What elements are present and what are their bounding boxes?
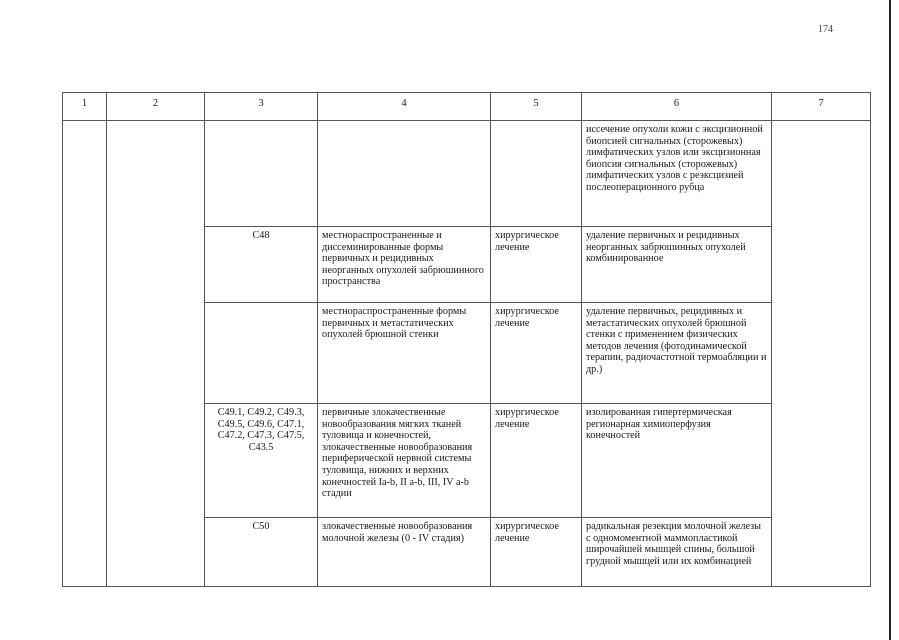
cell-code: C48 bbox=[205, 227, 318, 303]
column-header-5: 5 bbox=[491, 93, 582, 121]
cell-col7 bbox=[772, 227, 871, 303]
cell-method: радикальная резекция молочной железы с одномоментной маммопластикой широчайшей мышцей спины, большой грудной мышцей или их комбинацией bbox=[582, 518, 772, 587]
column-header-3: 3 bbox=[205, 93, 318, 121]
column-header-4: 4 bbox=[318, 93, 491, 121]
table-row bbox=[63, 404, 871, 518]
cell-method: удаление первичных и рецидивных неорганных забрюшинных опухолей комбинированное bbox=[582, 227, 772, 303]
table-row bbox=[63, 518, 871, 587]
column-header-7: 7 bbox=[772, 93, 871, 121]
table-row bbox=[63, 227, 871, 303]
column-header-6: 6 bbox=[582, 93, 772, 121]
table-row bbox=[63, 121, 871, 227]
cell-diagnosis: первичные злокачественные новообразования мягких тканей туловища и конечностей, злокачественные новообразования периферической нервной системы туловища, нижних и верхних конечностей Ia-b, II a-b, III, IV a-b стадии bbox=[318, 404, 491, 518]
cell-col7 bbox=[772, 121, 871, 227]
cell-method: иссечение опухоли кожи с эксцизионной биопсией сигнальных (сторожевых) лимфатических узлов или эксцизионная биопсия сигнальных (сторожевых) лимфатических узлов с реэксцизией послеоперационного рубца bbox=[582, 121, 772, 227]
cell-method: изолированная гипертермическая регионарная химиоперфузия конечностей bbox=[582, 404, 772, 518]
cell-col7 bbox=[772, 518, 871, 587]
cell-diagnosis bbox=[318, 121, 491, 227]
page-number: 174 bbox=[818, 24, 833, 35]
cell-col1 bbox=[63, 121, 107, 227]
cell-col2 bbox=[107, 121, 205, 227]
table-row bbox=[63, 303, 871, 404]
cell-diagnosis: злокачественные новообразования молочной железы (0 - IV стадия) bbox=[318, 518, 491, 587]
cell-col1 bbox=[63, 518, 107, 587]
cell-code bbox=[205, 121, 318, 227]
table-header-row bbox=[63, 93, 871, 121]
cell-code bbox=[205, 303, 318, 404]
cell-col2 bbox=[107, 303, 205, 404]
cell-code: C50 bbox=[205, 518, 318, 587]
cell-diagnosis: местнораспространенные формы первичных и метастатических опухолей брюшной стенки bbox=[318, 303, 491, 404]
cell-col7 bbox=[772, 404, 871, 518]
cell-treatment: хирургическое лечение bbox=[491, 404, 582, 518]
cell-col1 bbox=[63, 303, 107, 404]
cell-treatment: хирургическое лечение bbox=[491, 518, 582, 587]
cell-code: C49.1, C49.2, C49.3, C49.5, C49.6, C47.1, C47.2, C47.3, C47.5, C43.5 bbox=[205, 404, 318, 518]
cell-treatment: хирургическое лечение bbox=[491, 303, 582, 404]
cell-col2 bbox=[107, 404, 205, 518]
cell-col2 bbox=[107, 518, 205, 587]
cell-col2 bbox=[107, 227, 205, 303]
column-header-1: 1 bbox=[63, 93, 107, 121]
scan-edge bbox=[889, 0, 891, 640]
cell-col1 bbox=[63, 227, 107, 303]
cell-method: удаление первичных, рецидивных и метастатических опухолей брюшной стенки с применением физических методов лечения (фотодинамической терапии, радиочастотной термоабляции и др.) bbox=[582, 303, 772, 404]
cell-treatment bbox=[491, 121, 582, 227]
medical-care-table bbox=[62, 92, 871, 587]
column-header-2: 2 bbox=[107, 93, 205, 121]
cell-col7 bbox=[772, 303, 871, 404]
cell-treatment: хирургическое лечение bbox=[491, 227, 582, 303]
cell-diagnosis: местнораспространенные и диссеминированные формы первичных и рецидивных неорганных опухолей забрюшинного пространства bbox=[318, 227, 491, 303]
cell-col1 bbox=[63, 404, 107, 518]
